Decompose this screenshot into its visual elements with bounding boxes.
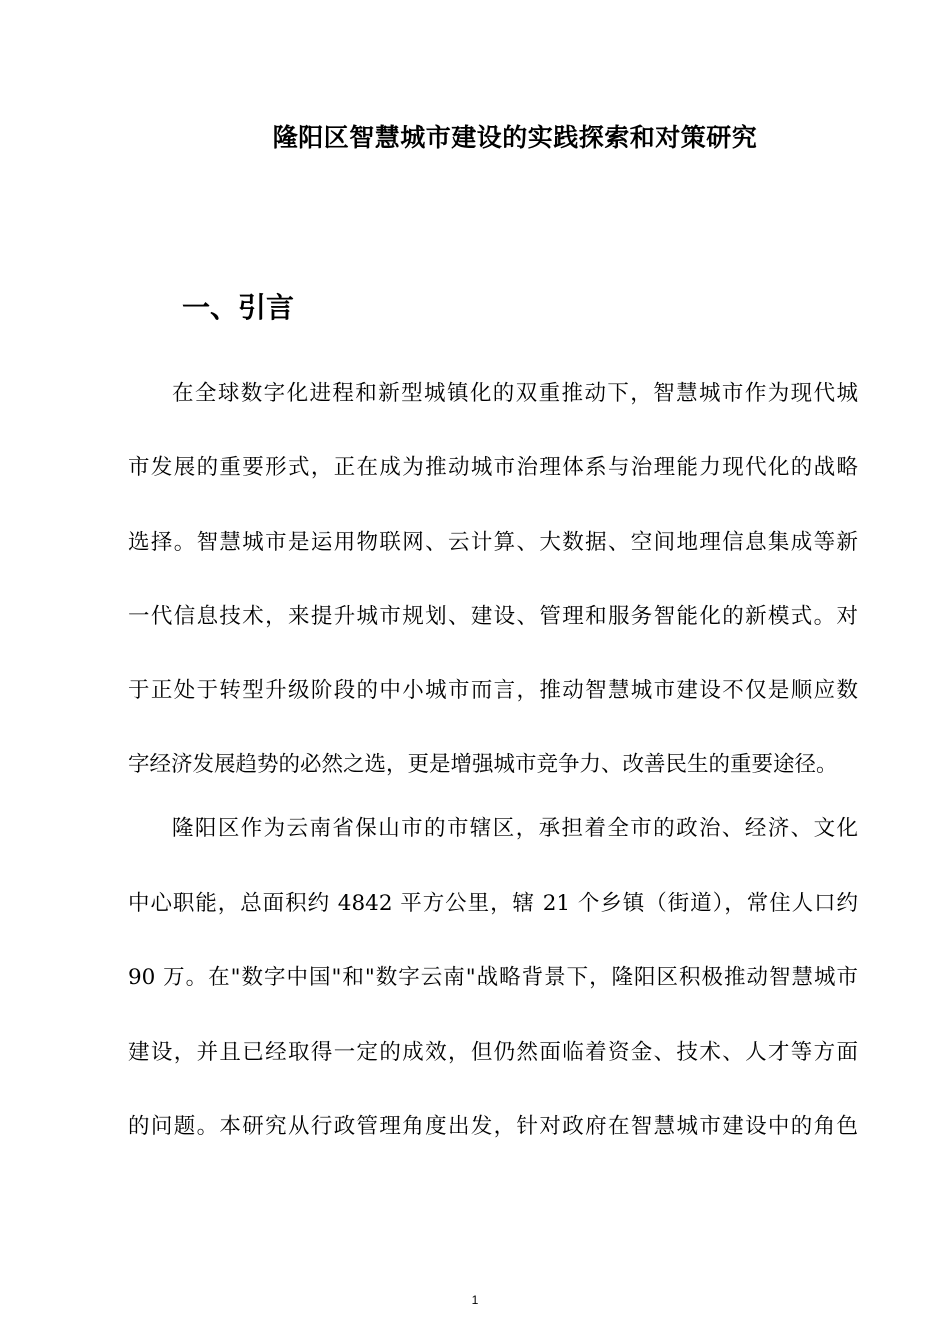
section-heading: 一、引言: [182, 291, 295, 324]
paragraph-line: 中心职能，总面积约 4842 平方公里，辖 21 个乡镇（街道），常住人口约: [128, 891, 858, 916]
paragraph-line: 于正处于转型升级阶段的中小城市而言，推动智慧城市建设不仅是顺应数: [128, 678, 858, 703]
paragraph-line: 建设，并且已经取得一定的成效，但仍然面临着资金、技术、人才等方面: [128, 1040, 858, 1065]
paragraph-line: 市发展的重要形式，正在成为推动城市治理体系与治理能力现代化的战略: [128, 455, 858, 480]
page-number: 1: [471, 1293, 479, 1307]
paragraph-line: 选择。智慧城市是运用物联网、云计算、大数据、空间地理信息集成等新: [128, 530, 858, 555]
paragraph-line: 在全球数字化进程和新型城镇化的双重推动下，智慧城市作为现代城: [172, 381, 858, 406]
paragraph-line: 一代信息技术，来提升城市规划、建设、管理和服务智能化的新模式。对: [128, 604, 858, 629]
document-title: 隆阳区智慧城市建设的实践探索和对策研究: [272, 123, 758, 152]
paragraph-line: 的问题。本研究从行政管理角度出发，针对政府在智慧城市建设中的角色: [128, 1114, 858, 1139]
paragraph-line: 隆阳区作为云南省保山市的市辖区，承担着全市的政治、经济、文化: [172, 816, 858, 841]
paragraph-line: 90 万。在"数字中国"和"数字云南"战略背景下，隆阳区积极推动智慧城市: [128, 965, 858, 990]
paragraph-line: 字经济发展趋势的必然之选，更是增强城市竞争力、改善民生的重要途径。: [128, 752, 838, 777]
